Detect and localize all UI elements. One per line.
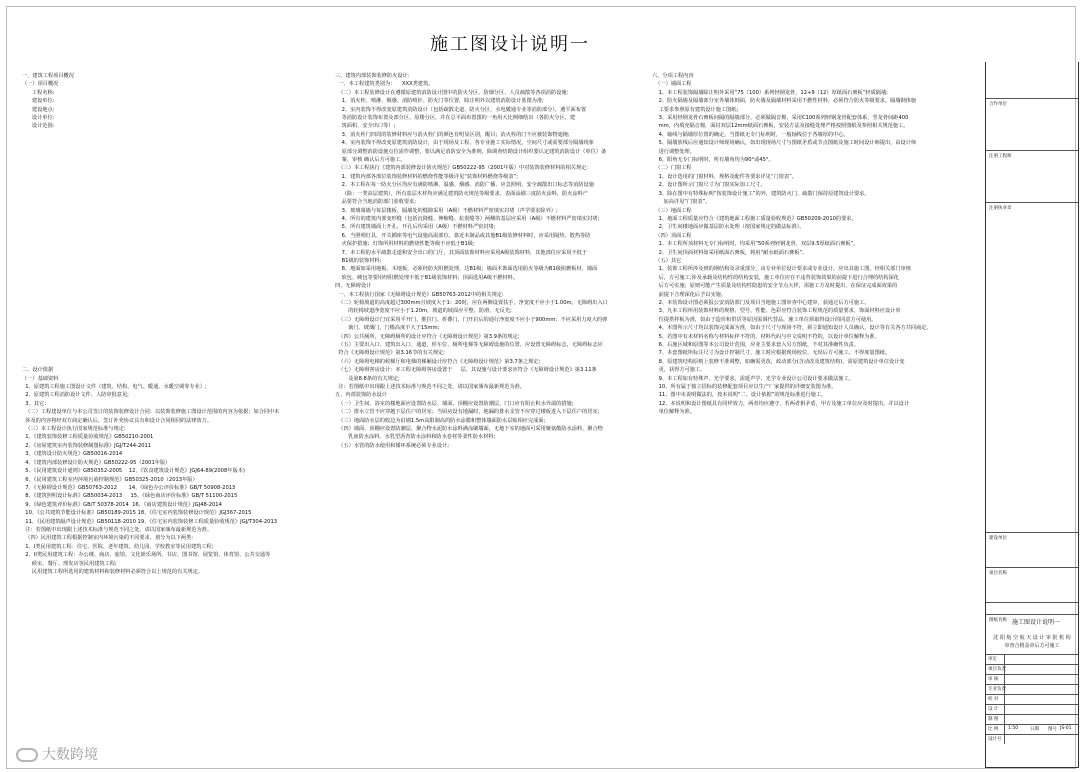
text-line (22, 349, 322, 357)
text-line: （二）本工程装修设计在遵循原建筑消防设计图中的防火分区、防烟分区、人员疏散等各项消防设施： (335, 89, 572, 96)
text-line (22, 282, 322, 290)
text-line: （五）水管的防水使用和循环系统必须专业设计; (335, 442, 449, 449)
text-line: 候室、餐厅、理发店等民用建筑工程; (22, 560, 117, 567)
text-line: 1、装饰工程所涉及到的钢结构及录重部分，由专业单位设计要求或专业设计，应出具施工图，经相关部门审核 (652, 266, 911, 273)
text-line: 3、采用轻钢龙骨石膏板间隔的隔墙部分，必须做隔音棉，采用C100系列轻钢龙骨配套体系，竖龙骨间距400 (652, 115, 909, 122)
text-line: 筑面积、安全出口等）; (335, 123, 396, 130)
text-line (22, 240, 322, 248)
sign-row: 制 图 (986, 714, 1078, 724)
text-line: （七）无障碍客房设计：本工程无障碍客房设置于 层，其设施与设计要求应符合《无障碍设计规范》第3.11条 (335, 367, 597, 374)
text-line: 注：若图纸中出现跟上述技术标准与规范不同之处，请以国家颁布最新规范为准。 (335, 384, 526, 391)
text-line: 4、所有的建筑内部变形缝（包括沉降缝、伸缩缝、抗震缝等）两侧的基层应采用（A级）不燃材料严密填实封堵; (335, 215, 600, 222)
text-line (22, 198, 322, 206)
text-line: 1、I类民用建筑工程：住宅、医院、老年建筑、幼儿园、学校教室等民用建筑工程; (22, 543, 214, 550)
text-line: 1、本工程装饰隔墙除注明外采用“75（100）系列轻钢龙骨，12+9（12）厚纸面石膏板”轻质隔墙; (652, 89, 888, 96)
text-line: （二）轮椅坡道的高度超过300mm且坡度大于1：20时，应在两侧设置扶手，净宽度不应小于1.00m，无障碍出入口 (335, 299, 608, 306)
text-line: 工要求参照原有建筑设计施工图纸; (652, 106, 739, 113)
text-line: 2、卫生间顶面材料如采用纸面石膏板，将用“耐水纸面石膏板”。 (652, 249, 808, 256)
text-line: 等消防设计装饰布置及部分区、原楼分区，并在总平面布置图的一角用大比例细绘出（各防火分区、建 (335, 115, 576, 122)
text-line: （二）工程建设单位与本公司签订的装饰装修设计合同：以装饰装修施工图设计范围的内容为依据；如合同中未 (22, 409, 280, 416)
text-line: （三）地面工程 (652, 207, 692, 214)
text-line: 簧门、玻璃门，门槛高度不大于15mm; (335, 325, 440, 332)
text-line: 5、若图中有未材料名称与材料标样不符的，材料代码与中文说明不符的，以设计单位解释为准。 (652, 333, 880, 340)
text-line: 6、阳角无专门标明时，所有墙角均为90°或45°。 (652, 157, 774, 164)
text-line: 3、玻璃幕墙与每层楼板、隔墙处的缝隙采用（A级）不燃材料严密填实封堵（声学要求除外）; (335, 207, 558, 214)
text-line: 5、所有建筑墙面上开孔、开孔后均采用（A级）不燃材料严密封堵; (335, 224, 496, 231)
text-line: 6、当照明灯具、开关插座等电气设施高温部位，靠近木制品或其他B1级装修材料时，应采用隔热、散热等防 (335, 232, 591, 239)
text-line (22, 274, 322, 282)
text-line: （四）公共厕所，无障碍厕所的设计应符合《无障碍设计规范》第3.9条的规定; (335, 333, 520, 340)
titleblock-row: 合作单位 (986, 98, 1078, 99)
text-line (22, 307, 322, 315)
text-line (22, 156, 322, 164)
text-line: 1、地面工程质量应符合《建筑地面工程施工质量验收规范》GB50209-2010的要求。 (652, 215, 857, 222)
text-line (22, 190, 322, 198)
text-line: 2、II类民用建筑工程：办公楼、商店、旅馆、文化娱乐场所、书店、图书馆、展览馆、体育馆、公共交通等 (22, 552, 271, 559)
text-line: （除：一类高层建筑），所有基层木材均应满足建筑防火规范等级要求，表面涂刷三度防火涂料，防火涂料产 (335, 190, 588, 197)
text-line: 5、《民用建筑设计通则》GB50352-2005 12、《饮食建筑设计规范》JGJ64-89(2008年版本) (22, 468, 245, 475)
text-line: 进行调整处理。 (652, 148, 695, 155)
text-line: 11、《民用建筑隔声设计规范》GB50118-2010 19、《住宅室内装饰装修工程质量验收规范》JGJ/T304-2013 (22, 518, 278, 525)
text-line: 加高详见“门窗表”。 (652, 199, 711, 206)
text-line (22, 257, 322, 265)
text-line: （三）地面防水层的收边为沿墙1.5m高限制高的防水涂膜和整体墙面防水层贴相应完成面; (335, 417, 546, 424)
sign-row: 校 对 (986, 694, 1078, 704)
text-line (22, 299, 322, 307)
text-line (22, 181, 322, 189)
text-line: 软包、硬包等要用经阻燃处理不低于B1级装饰材料；顶面选用A级不燃材料。 (335, 274, 519, 281)
signature-grid (986, 654, 1078, 744)
text-line: mm，内填充隔音棉，面封双层12mm纸面石膏板，安装方法及接缝处理严格按照图纸及参照相关规范施工。 (652, 123, 909, 130)
text-line: （三）本工程执行《建筑内部装修设计防火规范》GB50222-95（2001年版）中对装饰装修材料的相关规定： (335, 165, 592, 172)
text-line: （二）排水立管不应穿越下层住户的居室；当厨房设有地漏时，地漏的排水支管不应穿过楼板进入下层住户的居室; (335, 409, 600, 416)
text-line: 民用建筑工程所选用的建筑材料和装修材料必须符合以上规范的有关规定。 (22, 568, 204, 575)
titleblock-drawing-name: 图纸名称 施工图设计说明一 (986, 614, 1078, 615)
text-line: 4、《建筑内部装修设计防火规范》GB50222-95（2001年版） (22, 459, 171, 466)
text-line: 六、分项工程内容 (652, 73, 694, 79)
text-line: （五）主要出入口、建筑出入口、通道、停车位、厕所电梯等无障碍设施的位置，应设置无障碍标志，无障碍标志应 (335, 342, 603, 348)
text-line: 3、《建筑设计防火规范》GB50016-2014 (22, 451, 123, 458)
text-line: 7、《无障碍设计规范》GB50763-2012 14、《绿色办公评价标准》GB/T 50908-2013 (22, 484, 236, 491)
text-line: 7、本工程的水平疏散走道和安全出口的门厅，其顶面装饰材料应采用A级装饰材料，其他部位应采用不低于 (335, 249, 588, 256)
watermark-logo-icon (16, 748, 38, 762)
text-line: 12、本说明和设计图纸具有同样效力，两者均应遵守，若两者相矛盾，甲方及施工单位应及时提出，并以设计 (652, 400, 910, 407)
sign-row: 项目负责 (986, 664, 1078, 674)
column-subitem-works (652, 72, 980, 592)
text-line: （一）项目概况 (22, 81, 59, 88)
column-fire-accessibility (335, 72, 645, 712)
text-line: （一）基础资料 (22, 375, 59, 382)
scale-row: 比 例 1:50 日期 图号 JS-01 (986, 724, 1078, 734)
titleblock-divider (986, 602, 1078, 604)
sign-row: 审定 (986, 654, 1078, 664)
text-line: 五、内部装饰防水设计 (335, 392, 387, 399)
text-line: 2、室内装饰不得改变原建筑消防设计（包括疏散走道、防火分区、水电暖通专业等消防部分），遇平面布置 (335, 106, 587, 113)
text-line (22, 324, 322, 332)
text-line: 前提下合理深化后予以实施。 (652, 291, 727, 298)
text-line (22, 316, 322, 324)
text-line (22, 265, 322, 273)
text-line: 2、本工程在每一防火分区均应有满防喷淋、温感、烟感、消防广播、应急照明、安全疏散出口标志等消防设施 (335, 182, 594, 189)
text-line: 原部分调整消防设施点位需作调整，要以满足消防安全为准则，除调查结勘设计组织要认定建筑消防设计（单位）备 (335, 148, 607, 155)
text-line: 6、后施区域和原图等本公司设计范围，应业主要求套入另方图纸，不对其准确性负责。 (652, 342, 860, 348)
text-line: （六）无障碍电梯的候梯厅和电梯的梯厢设计应符合《无障碍设计规范》第3.7条之规定; (335, 358, 541, 365)
text-line: 8、原建筑结构原则上装修不准调整，如确需更改，政动部分(含动改及建筑结构)，需原建筑设计单位设计变 (652, 358, 905, 365)
sign-row: 设计号 (986, 734, 1078, 744)
text-line: （三）本工程设计执行国家规范标准与规定: (22, 426, 126, 433)
text-line: 1、《建筑装饰装修工程质量验收规范》GB50210-2001 (22, 434, 154, 441)
text-line: 1、消火栓、喷淋、烟感、消防喷针、防火门等位置，除注明外以建筑消防设计蓝图为准; (335, 98, 544, 105)
text-line: 11、图中未说明做法的，按本说明“二、设计依据”的规范标准进行施工。 (652, 392, 827, 399)
text-line: 建设单位: (22, 98, 55, 105)
column-project-overview (22, 72, 322, 712)
text-line (22, 215, 322, 223)
text-line: 1、设计选用的门窗材料、规格及配件等要求详见“门窗表”。 (652, 173, 797, 180)
text-line: 案、审核 确认后方可施工。 (335, 157, 406, 164)
document-title: 施工图设计说明一 (430, 34, 590, 55)
text-line: 位提供样板为准，如由于造价和供货等原因需调代替品，施工单位须取得设计的同意方可使用。 (652, 316, 877, 323)
text-line: 1、原建筑工程施工图设计文件（建筑、结构、电气、暖通、水暖空调等专业）; (22, 384, 207, 391)
text-line: 更，获得方可施工。 (652, 367, 706, 374)
titleblock-row: 注册执业章 (986, 202, 1078, 203)
text-line: 8、地面如采用地板、木地板，必须经防火阻燃处理，达B1级；墙面木饰面选用防火等级为B1级阻燃板材，墙面 (335, 266, 598, 273)
text-line: （五）其它 (652, 257, 682, 264)
text-line: 建设地点: (22, 106, 55, 113)
text-line (22, 232, 322, 240)
text-line: 9、《绿色建筑评价标准》GB/T 50378-2014 16、《商店建筑设计规范》JGJ48-2014 (22, 501, 222, 508)
text-line: 后方可实施；原则可能产生质量及结构性隐患的安全节点大样，需施工方及时提出，在保证完成面效果的 (652, 283, 898, 290)
text-line (22, 333, 322, 341)
sign-row: 专业负责 (986, 684, 1078, 694)
text-line: 四、无障碍设计 (335, 283, 372, 290)
text-line: 3、消火栓门四周的装修材料应与消火栓门的颜色有明显区别，醒目；消火栓的门不应被装饰物遮掩; (335, 131, 570, 138)
sign-row: 审 核 (986, 674, 1078, 684)
text-line: 一、建筑工程项目概况 (22, 73, 74, 79)
text-line: 3、其它： (22, 400, 50, 407)
approval-note: 沈 阳 航 空 航 天 设 计 审 批 机 构 审查合格盖章后方可施工 (993, 635, 1071, 649)
text-line: 2、设计图所示门窗尺寸为门窗实际加工尺寸。 (652, 182, 766, 189)
text-line (22, 139, 322, 147)
titleblock-row: 建设单位 (986, 532, 1078, 533)
text-line: 品要符合当地消防部门验收要求; (335, 199, 416, 206)
text-line: 后，方可施工;涉及承载及结构性的结构安装，施工单位应在不违背装饰效果的前提下进行合理的结构深化 (652, 274, 899, 281)
text-line: 7、本套图纸所标注尺寸为设计控制尺寸，施工时应根据现场校位，无误后方可施工，不得度量图纸。 (652, 350, 891, 357)
text-line (22, 173, 322, 181)
text-line (22, 291, 322, 299)
text-line: （四）民用建筑工程根据控制室内环境污染的不同要求，划分为以下两类: (22, 535, 194, 542)
text-line (22, 223, 322, 231)
text-line (22, 207, 322, 215)
text-line: 单位解释为准。 (652, 409, 695, 416)
text-line: 设计范围: (22, 123, 55, 130)
text-line: 一、本工程建筑类别为： XXX类建筑。 (335, 81, 434, 88)
text-line: 4、轴线与隔墙厚位置的确定，当图纸无专门标明时，一般轴线位于各墙厚的中心。 (652, 131, 849, 138)
text-line: 10、《公共建筑节能设计标准》GB50189-2015 18、《住宅室内装饰装修设计规范》JGJ367-2015 (22, 510, 252, 517)
text-line: 4、本图所示尺寸均以装饰完成面为准，如由于尺寸与现场不符，须立即通知设计人员确认，设计等有关各方共同商定。 (652, 325, 932, 332)
text-line: 及第8.8条的有关规定; (335, 375, 400, 382)
text-line (22, 249, 322, 257)
text-line: 3、凡本工程所用装饰材料的规格、型号、性能、色彩应符合装饰工程规范的质量要求，饰面材料应设计单 (652, 308, 901, 315)
text-line: 三、建筑内部装饰装修防火设计： (335, 73, 413, 79)
text-line: 火保护措施；灯饰所用材料的燃烧性能等级不应低于B1级; (335, 241, 475, 248)
text-line: 设计单位: (22, 115, 55, 122)
text-line: 乳液防水涂料、水乳型沥青防水涂料和防水卷材等柔性防水材料; (335, 434, 496, 441)
text-line: 一、本工程执行国家《无障碍设计规范》GB50763-2012中的相关规定: (335, 291, 504, 298)
text-line: 2、防火隔墙及隔墙部分室外墙体倒面，防火墙及隔墙材料采用不燃性材料，必须符合防火等级要求，隔墙钢体施 (652, 98, 917, 105)
text-line: 的轮椅坡道净宽度不应小于1.20m，坡道的坡面应平整、防滑、无反光; (335, 308, 512, 315)
text-line: 符合《无障碍设计规范》第3.16节的有关规定; (335, 350, 445, 357)
text-line: 工程名称: (22, 89, 55, 96)
text-line: 2、本装饰设计图必须报公安消防部门及项目当地施工图审查中心建审，获通过后方可施工。 (652, 299, 870, 306)
text-line: （三）无障碍设计门宜采用平开门、推拉门、折叠门，门开启后的通行净宽度不应小于900mm；不应采用力度大的弹 (335, 316, 608, 323)
text-line: （四）顶面工程 (652, 232, 692, 239)
text-line: 2、原建筑工程消防设计文件、人防审批意见; (22, 392, 129, 399)
text-line (22, 131, 322, 139)
text-line: 注：若图纸中出现跟上述技术标准与规范不同之处，请以国家颁布最新规范为准。 (22, 526, 213, 533)
text-line: 9、本工程如有特殊声、光学要求，需延声学、光学专业设计公司设计要求做法施工。 (652, 375, 854, 382)
text-line: 2、卫生间楼地面应做基层防水处理（按国家规定的做法标准）。 (652, 224, 805, 231)
text-line: 涉及的内容将经双方商定确认后，签订补充协议具有和设计合同相同的法律效力。 (22, 417, 213, 424)
text-line: （四）墙面、顶棚应设置防潮层，聚合物水泥防水涂料满涂刷墙面，无地下室的地面可采用聚氨酯防水涂料，聚合物 (335, 426, 603, 433)
text-line: B1级的装饰材料; (335, 257, 382, 264)
text-line (22, 148, 322, 156)
text-line: （一）卫生间、浴室的楼地面应设置防水层、墙面、顶棚应设置防潮层，门口应有阻止积水外溢的措施; (335, 400, 574, 407)
text-line: 6、《民用建筑工程室内环境污染控制规范》GB50325-2010（2013年版） (22, 476, 198, 483)
text-line: 4、室内装饰不得改变原建筑消防设计，由于现场及工程、各专业施工实际情况，空间尺寸或需要部分隔墙现象 (335, 140, 594, 147)
text-line: 1、建筑内部各部位装饰装修材料的燃烧性能等级详见“装饰材料燃烧等级表”; (335, 173, 519, 180)
title-block (985, 62, 1079, 768)
text-line: 二、设计依据 (22, 367, 54, 374)
text-line: 2、《房屋建筑室内装饰装修制图标准》JGJ/T244-2011 (22, 442, 152, 449)
text-line: 3、除在图中有特殊标明“按装饰设计施工”的外，建筑防火门、疏散门保持原建筑设计要求。 (652, 190, 870, 197)
text-line (22, 164, 322, 172)
watermark: 大数跨境 (16, 744, 98, 764)
text-line: 10、所有属于独立招标的装修配套项目应以生产厂家提供的详细安装图为准。 (652, 384, 837, 391)
text-line: 8、《建筑照明设计标准》GB50034-2013 15、《绿色商店评价标准》GB/T 51100-2015 (22, 493, 238, 500)
text-line: （二）门窗工程 (652, 165, 692, 172)
text-line: 1、本工程所顶材料无专门标明时，均采用“50系列轻钢龙骨，双层9.5厚纸面石膏板”。 (652, 241, 859, 248)
titleblock-row: 项目名称 (986, 567, 1078, 568)
text-line: 5、隔墙放线后应通知设计师现场确认，如出现现场尺寸与图纸矛盾或节点图纸及施工时间设计师提出，由设计师 (652, 140, 917, 147)
sign-row: 设 计 (986, 704, 1078, 714)
text-line: （一）墙面工程 (652, 81, 692, 88)
titleblock-row: 注册工程师 (986, 150, 1078, 151)
text-line (22, 341, 322, 349)
text-line (22, 358, 322, 366)
